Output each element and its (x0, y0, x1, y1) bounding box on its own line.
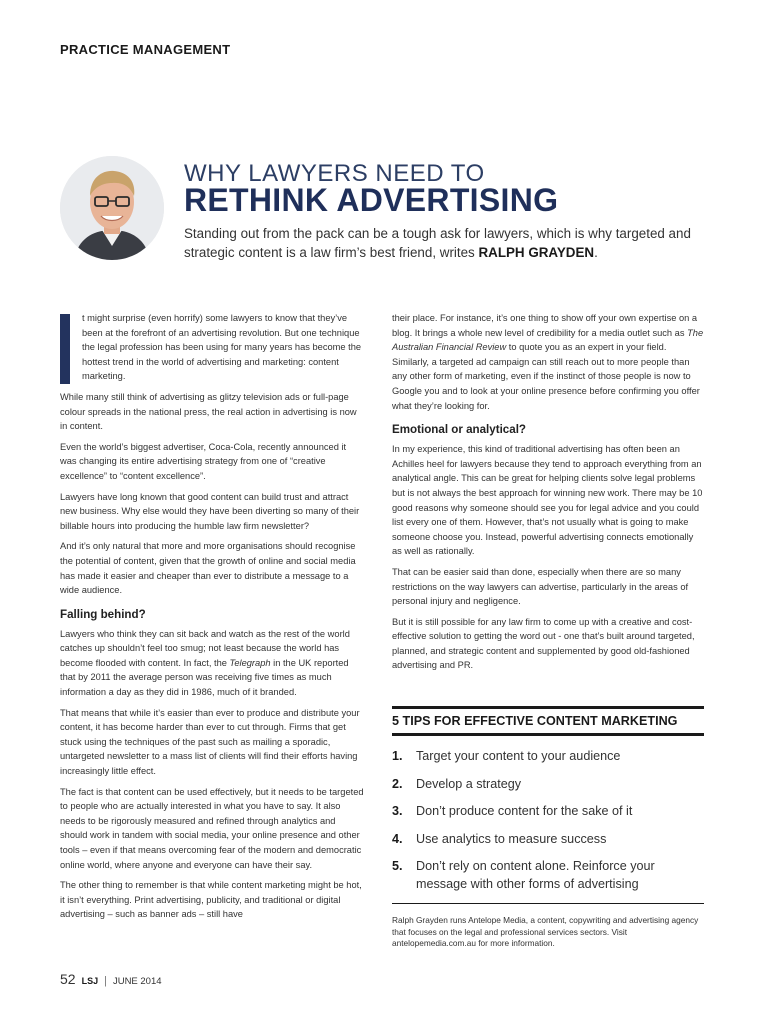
tip-item (392, 776, 704, 794)
tip-text: Use analytics to measure success (416, 831, 607, 846)
subheading-emotional-analytical: Emotional or analytical? (392, 423, 527, 437)
issue-date: JUNE 2014 (112, 976, 162, 987)
footer-separator: | (104, 975, 107, 987)
left-paragraph-6 (60, 627, 365, 700)
standfirst-end: . (594, 245, 598, 260)
left-paragraph-2: While many still think of advertising as glitzy television ads or full-page colour spreads in the national press, the real action in advertising is now in content. (60, 391, 357, 432)
right-paragraph-2: In my experience, this kind of traditional advertising has often been an Achilles heel for lawyers because they tend to approach everything from an analytical angle. This can be great for helping clients solve legal problems but is not always the best approach for winning new work. There may be 10 good reasons why someone should see you for legal advice and you could list every one of them. However, that’s not usually what is going to make someone choose you. Instead, powerful advertising connects emotionally as well as rationally. (392, 444, 703, 557)
tips-rule-bottom (392, 733, 704, 736)
left-paragraph-1 (60, 311, 365, 384)
tips-box (392, 706, 704, 904)
tip-number: 1. (392, 749, 403, 763)
tip-text: Target your content to your audience (416, 749, 621, 763)
afr-italic: The Australian Financial Review (392, 327, 704, 353)
page-footer (60, 971, 162, 987)
standfirst (184, 224, 714, 262)
tip-text: Develop a strategy (416, 776, 522, 791)
telegraph-italic: Telegraph (229, 657, 271, 668)
tip-text: Don’t rely on content alone. Reinforce your message with other forms of advertising (416, 859, 655, 891)
tip-number: 5. (392, 859, 403, 873)
left-paragraph-6-b: in the UK reported that by 2011 the average person was receiving five times as much information a day as they did in 1986, much of it branded. (60, 657, 349, 698)
left-paragraph-3: Even the world’s biggest advertiser, Coca-Cola, recently announced it was changing its entire advertising strategy from one of “creative excellence” to “content excellence”. (60, 441, 347, 481)
tip-item (392, 748, 704, 766)
magazine-name: LSJ (81, 976, 99, 986)
right-paragraph-3: That can be easier said than done, especially when there are so many restrictions on the way lawyers can advertise, particularly in the areas of personal injury and negligence. (392, 566, 689, 607)
right-paragraph-4: But it is still possible for any law firm to come up with a creative and cost-effective solution to getting the word out - one that’s built around targeted, planned, and strategic content and supplemented by good old-fashioned advertising and PR. (392, 616, 695, 671)
page-number: 52 (60, 971, 76, 987)
author-name: RALPH GRAYDEN (478, 245, 595, 260)
headline-line-2: RETHINK ADVERTISING (184, 182, 559, 218)
left-paragraph-9: The other thing to remember is that while content marketing might be hot, it isn’t everything. Print advertising, publicity, and traditional or digital advertising – such as banner ads – still have (60, 880, 362, 920)
headline-line-1: WHY LAWYERS NEED TO (184, 160, 485, 187)
tips-rule-end (392, 903, 704, 904)
tip-item (392, 803, 704, 821)
drop-cap-bar (60, 314, 70, 384)
tip-text: Don’t produce content for the sake of it (416, 804, 633, 818)
standfirst-text: Standing out from the pack can be a tough ask for lawyers, which is why targeted and strategic content is a law firm’s best friend, writes (184, 226, 691, 260)
left-paragraph-7: That means that while it’s easier than ever to produce and distribute your content, it has become harder than ever to cut through. Firms that get stuck using the techniques of the past such as mailing a sporadic, untargeted newsletter to a mass list of clients will find their efforts having increasingly little effect. (60, 707, 360, 777)
left-paragraph-8: The fact is that content can be used effectively, but it needs to be targeted to people who are actually interested in what you have to say. It also needs to be rigorously measured and refined through analytics and should work in tandem with social media, your online presence and other tools – even if that means overcoming fear of the modern and democratic online world, where anyone and everyone can have their say. (60, 786, 364, 870)
tip-item (392, 831, 704, 849)
left-paragraph-5: And it’s only natural that more and more organisations should recognise the potential of content, given that the growth of online and social media has made it easier and cheaper than ever to distribute a message to a wide audience. (60, 541, 356, 596)
left-column (60, 311, 365, 928)
left-paragraph-1-text: t might surprise (even horrify) some lawyers to know that they’ve been at the forefront of an advertising revolution. But one technique the legal profession has been using for many years has become the hottest trend in the world of advertising and marketing: content marketing. (82, 313, 362, 382)
author-photo-icon (60, 156, 164, 260)
left-paragraph-4: Lawyers have long known that good content can build trust and attract new business. Why else would they have been diverting so many of their billable hours into producing the humble law firm newsletter? (60, 491, 360, 531)
tip-number: 2. (392, 776, 403, 791)
subheading-falling-behind: Falling behind? (60, 607, 146, 621)
author-portrait (60, 156, 164, 260)
tip-number: 4. (392, 831, 403, 846)
author-bio: Ralph Grayden runs Antelope Media, a content, copywriting and advertising agency that focuses on the legal and professional services sectors. Visit antelopemedia.com.au for more information. (392, 915, 699, 948)
section-label: PRACTICE MANAGEMENT (60, 42, 231, 57)
tip-number: 3. (392, 804, 403, 818)
left-paragraph-6-a: Lawyers who think they can sit back and watch as the rest of the world catches up shouldn’t feel too smug; not least because the world has become flooded with content. In fact, the (60, 628, 350, 668)
tip-item (392, 858, 704, 893)
right-column (392, 311, 704, 679)
right-paragraph-1-a: their place. For instance, it’s one thing to show off your own expertise on a blog. It brings a whole new level of credibility for a media outlet such as (392, 313, 698, 338)
right-paragraph-1-b: to quote you as an expert in your field. Similarly, a targeted ad campaign can still reach out to more people than any other form of marketing, even if the instinct of those people is now to Google you and to look at your online presence before confirming you offer what they’re looking for. (392, 342, 700, 411)
tips-title: 5 TIPS FOR EFFECTIVE CONTENT MARKETING (392, 714, 678, 728)
right-paragraph-1 (392, 311, 704, 413)
